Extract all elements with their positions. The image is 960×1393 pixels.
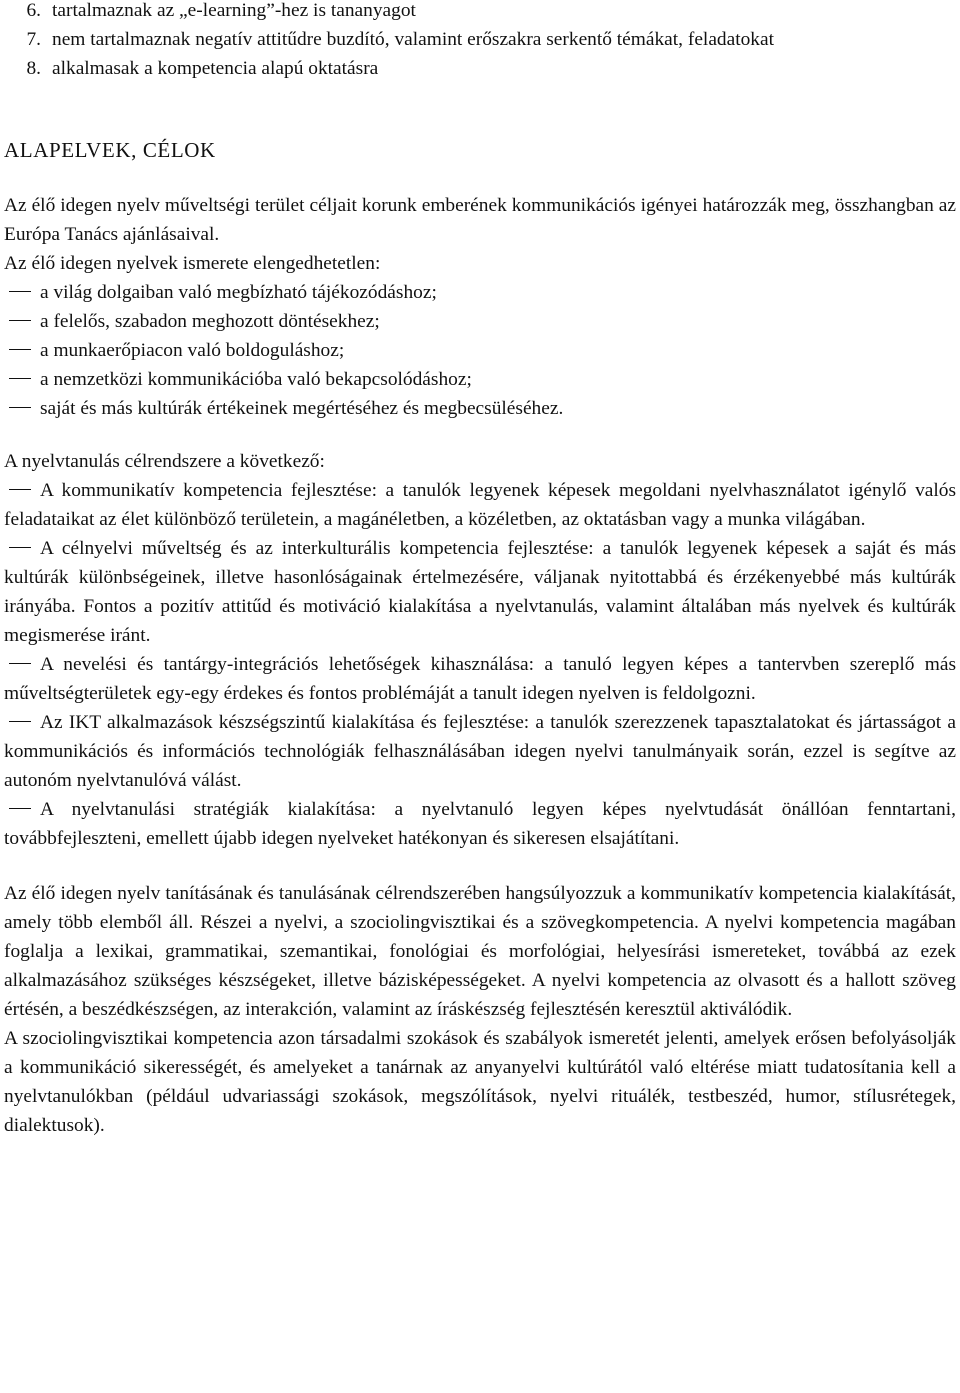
list-item	[4, 708, 956, 795]
list-item-text: tartalmaznak az „e-learning”-hez is tananyagot	[52, 0, 416, 21]
list-item-text: a munkaerőpiacon való boldoguláshoz;	[40, 340, 345, 361]
section-heading: ALAPELVEK, CÉLOK	[4, 138, 216, 162]
dash-bullet-icon	[9, 721, 31, 722]
sociolinguistic-paragraph: A szociolingvisztikai kompetencia azon társadalmi szokások és szabályok ismeretét jelenti, amelyek erősen befolyásolják a kommunikáció sikerességét, és amelyeket a tanárnak az anyanyelvi kultúrától való eltérése miatt tudatosítania kell a nyelvtanulókban (például udvariassági szokások, megszólítások, nyelvi rituálék, testbeszéd, humor, stílusrétegek, dialektusok).	[4, 1028, 956, 1136]
list-item	[4, 650, 956, 708]
list-item-text: a világ dolgaiban való megbízható tájékozódáshoz;	[40, 282, 437, 303]
list-item	[4, 795, 956, 853]
list-item	[4, 394, 956, 423]
list-item-text: a nemzetközi kommunikációba való bekapcsolódáshoz;	[40, 369, 472, 390]
necessity-list	[4, 278, 956, 423]
list-item	[4, 0, 956, 25]
goals-lead: A nyelvtanulás célrendszere a következő:	[4, 451, 325, 472]
list-item-number: 8.	[26, 58, 41, 79]
dash-bullet-icon	[9, 320, 31, 321]
spacer	[4, 853, 956, 879]
competence-paragraph: Az élő idegen nyelv tanításának és tanulásának célrendszerében hangsúlyozzuk a kommunikatív kompetencia kialakítását, amely több elemből áll. Részei a nyelvi, a szociolingvisztikai és a szövegkompetencia. A nyelvi kompetencia magában foglalja a lexikai, grammatikai, szemantikai, fonológiai és morfológiai, helyesírási ismereteket, továbbá az ezek alkalmazásához szükséges készségeket, illetve bázisképességeket. A nyelvi kompetencia az olvasott és a hallott szöveg értésén, a beszédkészségen, az interakción, valamint az íráskészség fejlesztésén keresztül aktiválódik.	[4, 883, 956, 1020]
list-item	[4, 336, 956, 365]
list-item	[4, 365, 956, 394]
spacer	[4, 83, 956, 136]
dash-bullet-icon	[9, 378, 31, 379]
dash-bullet-icon	[9, 291, 31, 292]
list-item-text: A kommunikatív kompetencia fejlesztése: a tanulók legyenek képesek megoldani nyelvhasználatot igénylő valós feladataikat az élet különböző területein, a magánéletben, a közéletben, az oktatásban vagy a munka világában.	[4, 480, 956, 530]
list-item-text: A célnyelvi műveltség és az interkulturális kompetencia fejlesztése: a tanulók legyenek képesek a saját és más kultúrák különbségeinek, illetve hasonlóságainak értelmezésére, váljanak nyitottabbá és érzékenyebbé más kultúrák irányába. Fontos a pozitív attitűd és motiváció kialakítása a nyelvtanulás, valamint általában más nyelvek és kultúrák megismerése iránt.	[4, 538, 956, 646]
spacer	[4, 165, 956, 191]
list-item-text: nem tartalmaznak negatív attitűdre buzdító, valamint erőszakra serkentő témákat, feladatokat	[52, 29, 774, 50]
list-item-text: Az IKT alkalmazások készségszintű kialakítása és fejlesztése: a tanulók szerezzenek tapasztalatokat és jártasságot a kommunikációs és információs technológiák felhasználásában idegen nyelvi tanulmányaik során, ezzel is segítve az autonóm nyelvtanulóvá válást.	[4, 712, 956, 791]
list-item	[4, 307, 956, 336]
dash-bullet-icon	[9, 663, 31, 664]
list-item	[4, 54, 956, 83]
list-item-text: a felelős, szabadon meghozott döntésekhez;	[40, 311, 380, 332]
numbered-list	[4, 0, 956, 83]
dash-bullet-icon	[9, 547, 31, 548]
spacer	[4, 423, 956, 447]
dash-bullet-icon	[9, 407, 31, 408]
dash-bullet-icon	[9, 808, 31, 809]
list-item	[4, 278, 956, 307]
list-item-text: A nevelési és tantárgy-integrációs lehetőségek kihasználása: a tanuló legyen képes a tantervben szereplő más műveltségterületek egy-egy érdekes és fontos problémáját a tanult idegen nyelven is feldolgozni.	[4, 654, 956, 704]
list-item-text: saját és más kultúrák értékeinek megértéséhez és megbecsüléséhez.	[40, 398, 564, 419]
list-item-text: A nyelvtanulási stratégiák kialakítása: a nyelvtanuló legyen képes nyelvtudását önállóan fenntartani, továbbfejleszteni, emellett újabb idegen nyelveket hatékonyan és sikeresen elsajátítani.	[4, 799, 956, 849]
dash-bullet-icon	[9, 489, 31, 490]
list-item-number: 6.	[26, 0, 41, 21]
necessity-lead: Az élő idegen nyelvek ismerete elengedhetetlen:	[4, 253, 381, 274]
goals-list	[4, 476, 956, 853]
intro-paragraph: Az élő idegen nyelv műveltségi terület céljait korunk emberének kommunikációs igényei határozzák meg, összhangban az Európa Tanács ajánlásaival.	[4, 195, 956, 245]
list-item	[4, 534, 956, 650]
list-item	[4, 476, 956, 534]
dash-bullet-icon	[9, 349, 31, 350]
list-item-text: alkalmasak a kompetencia alapú oktatásra	[52, 58, 379, 79]
list-item-number: 7.	[26, 29, 41, 50]
list-item	[4, 25, 956, 54]
